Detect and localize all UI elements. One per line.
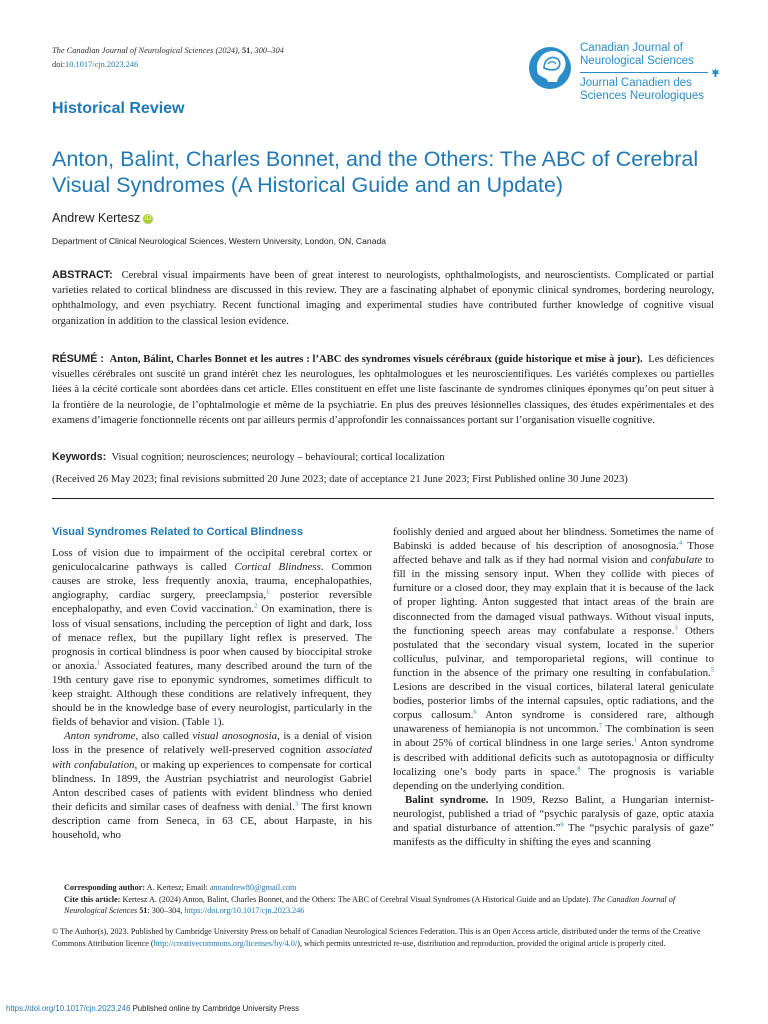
- section-tag: Historical Review: [52, 100, 185, 117]
- abstract: ABSTRACT: Cerebral visual impairments have been of great interest to neurologists, ophthalmologists, and neuroscientists. Complicated or partial varieties related to cortical blindness are discussed in this review. They are a fascinating alphabet of eponymic clinical syndromes, bordering neurology, ophthalmology, and even psychiatry. Recent functional imaging and experimental studies have contributed further knowledge of cognitive visual organization in addition to the classical lesion evidence.: [52, 269, 714, 327]
- journal-citation: The Canadian Journal of Neurological Sciences (2024), 51, 300–304: [52, 46, 284, 55]
- cite-doi-link[interactable]: https://doi.org/10.1017/cjn.2023.246: [184, 906, 305, 915]
- journal-logo: [528, 40, 728, 106]
- maple-leaf-icon: [711, 68, 720, 77]
- doi-link[interactable]: 10.1017/cjn.2023.246: [65, 60, 139, 69]
- right-column: [393, 525, 714, 849]
- section-heading: Visual Syndromes Related to Cortical Blindness: [52, 526, 304, 538]
- keywords: Keywords: Visual cognition; neurosciences; neurology – behavioural; cortical localization: [52, 451, 445, 463]
- paragraph-2: Anton syndrome, also called visual anosognosia, is a denial of vision loss in the presence of relatively well-preserved cognition associated with confabulation, or making up experiences to compensate for cortical blindness. In 1899, the Austrian psychiatrist and neurologist Gabriel Anton described cases of patients with evident blindness who denied their deficits and similar cases of deafness with denial.$^3$ The first known description came from Seneca, in 63 CE, about Harpaste, in his household, who: [52, 730, 373, 841]
- email-link[interactable]: annandrew80@gmail.com: [209, 883, 297, 892]
- license-link[interactable]: http://creativecommons.org/licenses/by/4.0/: [153, 938, 298, 948]
- correspondence: Corresponding author: A. Kertesz; Email: annandrew80@gmail.com Cite this article: Kertesz A. (2024) Anton, Balint, Charles Bonnet, and the Others: The ABC of Cerebral Visual Syndromes (A Historical Guide and an Update). The Canadian Journal of Neurological Sciences 51: 300–304, https://doi.org/10.1017/cjn.2023.246: [64, 883, 676, 915]
- paragraph-1: Loss of vision due to impairment of the occipital cerebral cortex or geniculocalcarine pathways is called Cortical Blindness. Common causes are stroke, less frequently anoxia, trauma, encephalopathies, angiography, cardiac surgery, preeclampsia,$^1$ posterior reversible encephalopathy, and even Covid vaccination.$^2$ On examination, there is loss of visual sensations, including the perception of light and dark, loss of menace reflex, but the pupillary light reflex is preserved. The prognosis in cortical blindness is poor when caused by bioccipital stroke or anoxia.$^1$ Associated features, many described around the turn of the 19th century gave rise to eponymic syndromes, sometimes difficult to keep straight. Although these conditions are relatively infrequent, they should be in the knowledge base of every neurologist, particularly in the fields of behavior and vision. (Table 1).: [52, 547, 373, 729]
- left-column: [52, 525, 372, 842]
- paragraph-4: Balint syndrome. In 1909, Rezso Balint, a Hungarian internist-neurologist, published a triad of “psychic paralysis of gaze, optic ataxia and spatial disturbance of attention.”$^9$ The “psychic paralysis of gaze” manifests as the difficulty in shifting the eyes and scanning: [393, 793, 714, 849]
- copyright: © The Author(s), 2023. Published by Cambridge University Press on behalf of Canadian Neurological Sciences Federation. This is an Open Access article, distributed under the terms of the Creative Commons Attribution licence (http://creativecommons.org/licenses/by/4.0/), which permits unrestricted re-use, distribution and reproduction, provided the original article is properly cited.: [52, 927, 701, 948]
- doi-line: doi:10.1017/cjn.2023.246: [52, 60, 139, 69]
- divider: [52, 498, 714, 499]
- bottom-footer: https://doi.org/10.1017/cjn.2023.246 Published online by Cambridge University Press: [6, 1004, 299, 1013]
- affiliation: Department of Clinical Neurological Sciences, Western University, London, ON, Canada: [52, 236, 387, 246]
- article-title: Anton, Balint, Charles Bonnet, and the Others: The ABC of Cerebral Visual Syndromes (A Historical Guide and an Update): [52, 147, 699, 197]
- resume: RÉSUMÉ : Anton, Bálint, Charles Bonnet et les autres : l’ABC des syndromes visuels cérébraux (guide historique et mise à jour). Les déficiences visuelles cérébrales ont suscité un grand intérêt chez les neurologues, les ophtalmologues et les neuroscientifiques. Les variétés complexes ou partielles liées à la cécité corticale sont abordées dans cet article. Elles constituent en effet une liste fascinante de syndromes cliniques éponymes qu’on peut situer à la frontière de la neurologie, de l’ophtalmologie et même de la psychiatrie. En plus des preuves lésionnelles classiques, des études expérimentales et des examens d’imagerie fonctionnelle récents ont par ailleurs permis d’approfondir les connaissances portant sur l’organisation visuelle cognitive.: [52, 353, 715, 426]
- article-dates: (Received 26 May 2023; final revisions submitted 20 June 2023; date of acceptance 21 June 2023; First Published online 30 June 2023): [52, 474, 628, 485]
- orcid-icon[interactable]: iD: [144, 214, 152, 222]
- bottom-doi-link[interactable]: https://doi.org/10.1017/cjn.2023.246: [6, 1004, 131, 1013]
- logo-text: Canadian Journal of Neurological Sciences Journal Canadien des Sciences Neurologiques: [580, 42, 720, 103]
- author-name: Andrew Kertesz iD: [52, 211, 152, 225]
- paragraph-3: foolishly denied and argued about her blindness. Sometimes the name of Babinski is added because of his description of anosognosia.$^4$ Those affected behave and talk as if they had normal vision and confabulate to fill in the missing sensory input. When they collide with pieces of furniture or a closed door, they may explain that it is because of the lack of proper lighting. Anton suggested that intact areas of the brain are disconnected from the damaged visual pathways. Without visual inputs, the functioning speech areas may confabulate a response.$^3$ Others postulated that the secondary visual system, located in the superior colliculus, pulvinar, and temporoparietal regions, will continue to function in the absence of the primary one resulting in confabulation.$^5$ Lesions are described in the visual cortices, bilateral lateral geniculate bodies, posterior limbs of the internal capsules, optic radiations, and the corpus callosum.$^6$ Anton syndrome is considered rare, although unawareness of hemianopia is not uncommon.$^7$ The combination is seen in about 25% of cortical blindness in one large series.$^1$ Anton syndrome is described with additional deficits such as autotopagnosia or difficulty localizing one’s body parts in space.$^8$ The prognosis is variable depending on the underlying condition.: [393, 526, 715, 792]
- brain-head-logo-icon: [528, 40, 576, 96]
